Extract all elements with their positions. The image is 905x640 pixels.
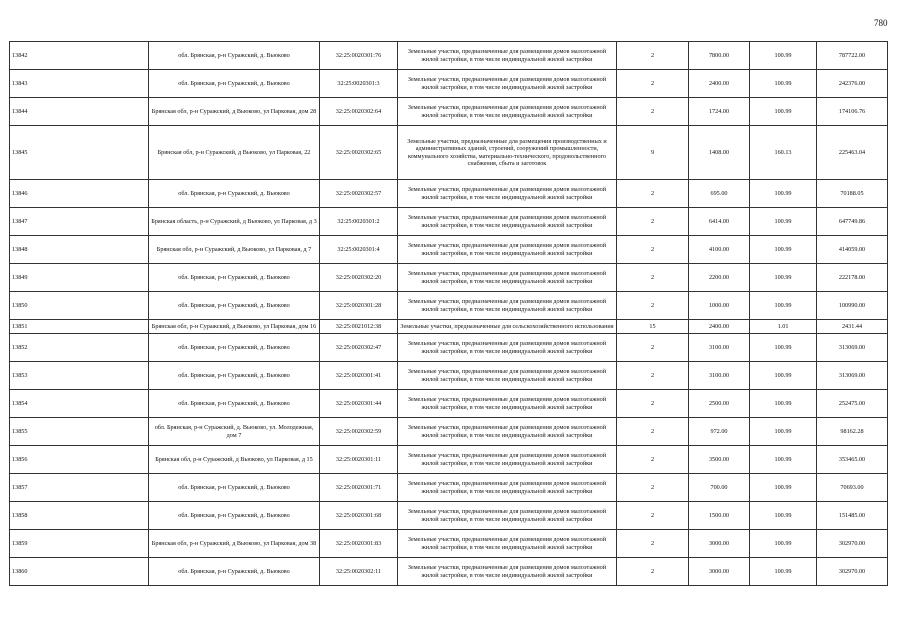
table-row [10,390,888,418]
row-address: Брянская обл, р-н Суражский, д Вьюково, ул Парковая, дом 28 [149,98,320,126]
row-cadastral-number: 32:25:0020301:2 [320,208,398,236]
row-area: 1408.00 [689,126,750,180]
row-permitted-use: Земельные участки, предназначенные для размещения домов малоэтажной жилой застройки, в том числе индивидуальной жилой застройки [398,98,617,126]
row-permitted-use: Земельные участки, предназначенные для размещения домов малоэтажной жилой застройки, в том числе индивидуальной жилой застройки [398,42,617,70]
row-use-group: 2 [617,418,689,446]
row-cadastral-value: 414059.00 [817,236,888,264]
row-number: 13857 [10,474,149,502]
row-address: Брянская область, р-н Суражский, д Вьюково, ул Парковая, д 3 [149,208,320,236]
table-row [10,334,888,362]
table-row [10,236,888,264]
row-number: 13859 [10,530,149,558]
row-permitted-use: Земельные участки, предназначенные для сельскохозяйственного использования [398,320,617,334]
row-area: 3000.00 [689,530,750,558]
row-number: 13856 [10,446,149,474]
table-row [10,70,888,98]
row-cadastral-number: 32:25:0020301:28 [320,292,398,320]
table-row [10,530,888,558]
row-use-group: 2 [617,180,689,208]
row-area: 1500.00 [689,502,750,530]
row-number: 13848 [10,236,149,264]
row-area: 3000.00 [689,558,750,586]
table-row [10,362,888,390]
table-row [10,446,888,474]
row-specific-value: 100.99 [750,362,817,390]
row-permitted-use: Земельные участки, предназначенные для размещения домов малоэтажной жилой застройки, в том числе индивидуальной жилой застройки [398,264,617,292]
row-specific-value: 100.99 [750,390,817,418]
row-specific-value: 100.99 [750,474,817,502]
row-specific-value: 1.01 [750,320,817,334]
row-permitted-use: Земельные участки, предназначенные для размещения домов малоэтажной жилой застройки, в том числе индивидуальной жилой застройки [398,208,617,236]
row-cadastral-number: 32:25:0020301:3 [320,70,398,98]
row-cadastral-number: 32:25:0020301:44 [320,390,398,418]
table-row [10,98,888,126]
row-cadastral-value: 2431.44 [817,320,888,334]
row-address: Брянская обл, р-н Суражский, д Вьюково, ул Парковая, дом 16 [149,320,320,334]
row-address: обл. Брянская, р-н Суражский, д. Вьюково [149,334,320,362]
row-cadastral-value: 302970.00 [817,558,888,586]
row-address: Брянская обл, р-н Суражский, д Вьюково, ул Парковая, д 7 [149,236,320,264]
row-address: Брянская обл, р-н Суражский, д Вьюково, ул Парковая, д 15 [149,446,320,474]
row-cadastral-number: 32:25:0020301:4 [320,236,398,264]
row-cadastral-value: 313069.00 [817,334,888,362]
row-use-group: 2 [617,236,689,264]
row-address: обл. Брянская, р-н Суражский, д. Вьюково [149,70,320,98]
row-cadastral-number: 32:25:0021012:38 [320,320,398,334]
row-cadastral-value: 313069.00 [817,362,888,390]
row-cadastral-number: 32:25:0020301:11 [320,446,398,474]
row-cadastral-number: 32:25:0020301:41 [320,362,398,390]
row-number: 13860 [10,558,149,586]
row-number: 13853 [10,362,149,390]
row-cadastral-number: 32:25:0020301:76 [320,42,398,70]
row-permitted-use: Земельные участки, предназначенные для размещения домов малоэтажной жилой застройки, в том числе индивидуальной жилой застройки [398,180,617,208]
row-specific-value: 100.99 [750,502,817,530]
row-area: 2400.00 [689,70,750,98]
table-row [10,42,888,70]
row-permitted-use: Земельные участки, предназначенные для размещения домов малоэтажной жилой застройки, в том числе индивидуальной жилой застройки [398,362,617,390]
row-permitted-use: Земельные участки, предназначенные для размещения домов малоэтажной жилой застройки, в том числе индивидуальной жилой застройки [398,292,617,320]
row-specific-value: 100.99 [750,264,817,292]
row-number: 13843 [10,70,149,98]
row-permitted-use: Земельные участки, предназначенные для размещения домов малоэтажной жилой застройки, в том числе индивидуальной жилой застройки [398,70,617,98]
row-area: 7800.00 [689,42,750,70]
row-use-group: 2 [617,264,689,292]
row-specific-value: 100.99 [750,446,817,474]
row-specific-value: 100.99 [750,70,817,98]
row-address: обл. Брянская, р-н Суражский, д. Вьюково [149,180,320,208]
row-cadastral-value: 98162.28 [817,418,888,446]
row-number: 13852 [10,334,149,362]
row-address: Брянская обл, р-н Суражский, д Вьюково, ул Парковая, дом 38 [149,530,320,558]
row-address: Брянская обл, р-н Суражский, д Вьюково, ул Парковая, 22 [149,126,320,180]
row-use-group: 2 [617,558,689,586]
row-use-group: 2 [617,390,689,418]
row-number: 13842 [10,42,149,70]
row-number: 13845 [10,126,149,180]
row-address: обл. Брянская, р-н Суражский, д. Вьюково [149,390,320,418]
row-specific-value: 100.99 [750,418,817,446]
row-use-group: 2 [617,42,689,70]
row-permitted-use: Земельные участки, предназначенные для размещения домов малоэтажной жилой застройки, в том числе индивидуальной жилой застройки [398,334,617,362]
row-permitted-use: Земельные участки, предназначенные для размещения домов малоэтажной жилой застройки, в том числе индивидуальной жилой застройки [398,446,617,474]
row-number: 13855 [10,418,149,446]
row-use-group: 2 [617,530,689,558]
row-permitted-use: Земельные участки, предназначенные для размещения домов малоэтажной жилой застройки, в том числе индивидуальной жилой застройки [398,418,617,446]
row-use-group: 2 [617,208,689,236]
row-area: 695.00 [689,180,750,208]
row-address: обл. Брянская, р-н Суражский, д. Вьюково [149,558,320,586]
table-row [10,208,888,236]
table-row [10,126,888,180]
row-cadastral-value: 225463.04 [817,126,888,180]
row-cadastral-value: 787722.00 [817,42,888,70]
table-row [10,418,888,446]
row-cadastral-number: 32:25:0020301:71 [320,474,398,502]
row-permitted-use: Земельные участки, предназначенные для размещения домов малоэтажной жилой застройки, в том числе индивидуальной жилой застройки [398,236,617,264]
row-cadastral-value: 151485.00 [817,502,888,530]
row-cadastral-number: 32:25:0020302:20 [320,264,398,292]
row-cadastral-value: 302970.00 [817,530,888,558]
row-permitted-use: Земельные участки, предназначенные для размещения домов малоэтажной жилой застройки, в том числе индивидуальной жилой застройки [398,502,617,530]
row-cadastral-value: 100990.00 [817,292,888,320]
row-specific-value: 100.99 [750,98,817,126]
row-number: 13844 [10,98,149,126]
table-row [10,558,888,586]
row-cadastral-value: 353465.00 [817,446,888,474]
row-cadastral-number: 32:25:0020301:83 [320,530,398,558]
row-area: 3500.00 [689,446,750,474]
row-cadastral-number: 32:25:0020302:64 [320,98,398,126]
row-specific-value: 100.99 [750,236,817,264]
row-permitted-use: Земельные участки, предназначенные для размещения домов малоэтажной жилой застройки, в том числе индивидуальной жилой застройки [398,558,617,586]
table-row [10,292,888,320]
row-use-group: 2 [617,98,689,126]
table-body [10,42,888,586]
row-cadastral-number: 32:25:0020302:59 [320,418,398,446]
row-use-group: 2 [617,474,689,502]
row-cadastral-value: 70693.00 [817,474,888,502]
row-address: обл. Брянская, р-н Суражский, д. Вьюково [149,42,320,70]
row-use-group: 9 [617,126,689,180]
row-specific-value: 100.99 [750,180,817,208]
row-number: 13849 [10,264,149,292]
row-cadastral-number: 32:25:0020302:65 [320,126,398,180]
row-specific-value: 100.99 [750,530,817,558]
row-number: 13858 [10,502,149,530]
row-area: 1000.00 [689,292,750,320]
row-area: 4100.00 [689,236,750,264]
row-address: обл. Брянская, р-н Суражский, д. Вьюково [149,362,320,390]
row-area: 6414.00 [689,208,750,236]
row-address: обл. Брянская, р-н Суражский, д. Вьюково [149,264,320,292]
row-specific-value: 100.99 [750,292,817,320]
row-use-group: 2 [617,446,689,474]
row-specific-value: 100.99 [750,558,817,586]
row-number: 13854 [10,390,149,418]
row-area: 972.00 [689,418,750,446]
row-number: 13847 [10,208,149,236]
row-area: 3100.00 [689,334,750,362]
row-permitted-use: Земельные участки, предназначенные для размещения домов малоэтажной жилой застройки, в том числе индивидуальной жилой застройки [398,530,617,558]
row-area: 3100.00 [689,362,750,390]
row-cadastral-value: 242376.00 [817,70,888,98]
row-cadastral-number: 32:25:0020301:68 [320,502,398,530]
row-specific-value: 160.13 [750,126,817,180]
row-cadastral-value: 70188.05 [817,180,888,208]
row-number: 13846 [10,180,149,208]
row-permitted-use: Земельные участки, предназначенные для размещения домов малоэтажной жилой застройки, в том числе индивидуальной жилой застройки [398,474,617,502]
cadastral-value-table [9,41,888,586]
row-use-group: 15 [617,320,689,334]
row-area: 2500.00 [689,390,750,418]
row-area: 1724.00 [689,98,750,126]
row-address: обл. Брянская, р-н Суражский, д. Вьюково, ул. Молодежная, дом 7 [149,418,320,446]
page-number: 780 [874,18,888,28]
row-specific-value: 100.99 [750,334,817,362]
row-area: 2200.00 [689,264,750,292]
row-cadastral-number: 32:25:0020302:11 [320,558,398,586]
row-area: 2400.00 [689,320,750,334]
row-use-group: 2 [617,70,689,98]
row-address: обл. Брянская, р-н Суражский, д. Вьюково [149,474,320,502]
row-number: 13851 [10,320,149,334]
row-use-group: 2 [617,334,689,362]
row-area: 700.00 [689,474,750,502]
row-cadastral-number: 32:25:0020302:47 [320,334,398,362]
row-use-group: 2 [617,502,689,530]
table-row [10,264,888,292]
row-permitted-use: Земельные участки, предназначенные для размещения домов малоэтажной жилой застройки, в том числе индивидуальной жилой застройки [398,390,617,418]
row-cadastral-value: 647749.86 [817,208,888,236]
row-cadastral-value: 174106.76 [817,98,888,126]
table-row [10,320,888,334]
row-use-group: 2 [617,292,689,320]
table-row [10,474,888,502]
row-specific-value: 100.99 [750,208,817,236]
row-cadastral-value: 252475.00 [817,390,888,418]
row-specific-value: 100.99 [750,42,817,70]
row-address: обл. Брянская, р-н Суражский, д. Вьюково [149,502,320,530]
row-permitted-use: Земельные участки, предназначенные для размещения производственных и административных зданий, строений, сооружений промышленности, коммунального хозяйства, материально-технического, продовольственного снабжения, сбыта и заготовок [398,126,617,180]
row-address: обл. Брянская, р-н Суражский, д. Вьюково [149,292,320,320]
row-use-group: 2 [617,362,689,390]
table-row [10,180,888,208]
row-number: 13850 [10,292,149,320]
row-cadastral-value: 222178.00 [817,264,888,292]
row-cadastral-number: 32:25:0020302:57 [320,180,398,208]
table-row [10,502,888,530]
